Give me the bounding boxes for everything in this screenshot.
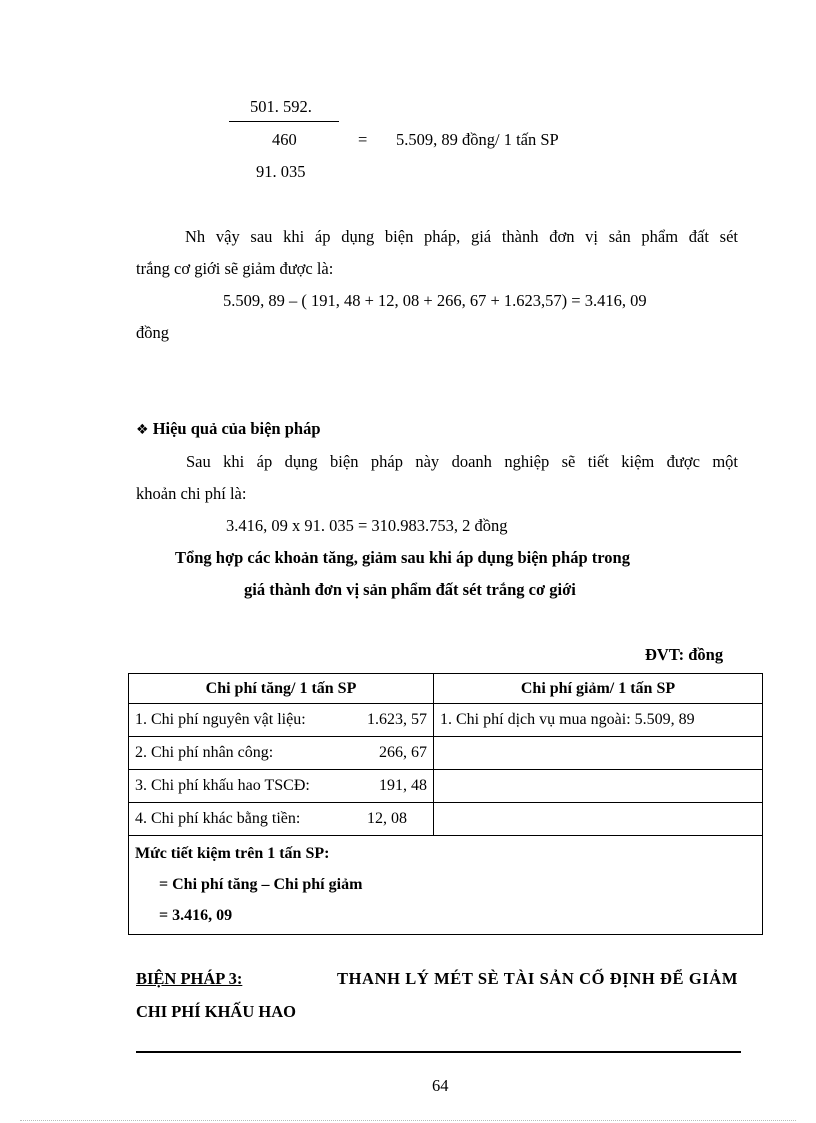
footer-rule [136,1051,741,1053]
fraction-equals: = [358,130,368,149]
effect-formula: 3.416, 09 x 91. 035 = 310.983.753, 2 đồng [226,516,508,535]
decrease-cell [434,770,763,803]
increase-value: 1.623, 57 [367,711,427,728]
unit-label: ĐVT: đồng [645,645,724,664]
decrease-cell [434,803,763,836]
effect-heading-text: Hiệu quả của biện pháp [152,419,321,438]
fraction-bar [229,121,339,122]
summary-line-2: = Chi phí tăng – Chi phí giảm [159,876,363,893]
increase-value: 12, 08 [367,810,407,827]
summary-row [129,836,763,935]
paragraph-1-formula: 5.509, 89 – ( 191, 48 + 12, 08 + 266, 67 + 1.623,57) = 3.416, 09 [223,291,647,310]
fraction-middle: 460 [272,130,297,149]
section-3-title-line-1: THANH LÝ MÉT SÈ TÀI SẢN CỐ ĐỊNH ĐỂ GIẢM [337,969,738,988]
increase-cell [129,770,434,803]
paragraph-1-line-2: trắng cơ giới sẽ giảm được là: [136,259,334,278]
cost-comparison-table [128,673,763,935]
table-header-row [129,674,763,704]
paragraph-1-unit: đồng [136,323,169,342]
table-row [129,803,763,836]
header-cost-increase: Chi phí tăng/ 1 tấn SP [129,674,434,704]
page-number: 64 [432,1076,449,1095]
section-3-title-line-2: CHI PHÍ KHẤU HAO [136,1002,296,1021]
increase-value: 266, 67 [379,744,427,761]
increase-value: 191, 48 [379,777,427,794]
summary-line-3: = 3.416, 09 [159,907,233,924]
increase-label: 4. Chi phí khác bằng tiền: [135,810,301,827]
fraction-numerator: 501. 592. [250,97,312,116]
increase-label: 1. Chi phí nguyên vật liệu: [135,711,306,728]
table-row [129,704,763,737]
page-edge-divider [20,1120,796,1121]
decrease-cell: 1. Chi phí dịch vụ mua ngoài: 5.509, 89 [434,704,763,737]
section-3-label: BIỆN PHÁP 3: [136,969,243,988]
fraction-denominator: 91. 035 [256,162,306,181]
table-row [129,737,763,770]
increase-cell [129,737,434,770]
effect-heading [136,419,321,439]
increase-cell [129,704,434,737]
table-title-line-2: giá thành đơn vị sản phẩm đất sét trắng cơ giới [244,580,576,599]
decrease-cell [434,737,763,770]
summary-line-1: Mức tiết kiệm trên 1 tấn SP: [135,845,330,862]
fraction-result: 5.509, 89 đồng/ 1 tấn SP [396,130,559,149]
increase-label: 3. Chi phí khấu hao TSCĐ: [135,777,310,794]
diamond-bullet-icon: ❖ [136,422,149,438]
effect-line-1: Sau khi áp dụng biện pháp này doanh nghiệp sẽ tiết kiệm được một [186,452,738,471]
summary-cell [129,836,763,935]
increase-cell [129,803,434,836]
table-title-line-1: Tổng hợp các khoản tăng, giảm sau khi áp dụng biện pháp trong [175,548,630,567]
paragraph-1-line-1: Nh vậy sau khi áp dụng biện pháp, giá thành đơn vị sản phẩm đất sét [185,227,738,246]
section-3-heading-line-1 [136,969,738,989]
increase-label: 2. Chi phí nhân công: [135,744,274,761]
table-row [129,770,763,803]
effect-line-2: khoản chi phí là: [136,484,247,503]
header-cost-decrease: Chi phí giảm/ 1 tấn SP [434,674,763,704]
